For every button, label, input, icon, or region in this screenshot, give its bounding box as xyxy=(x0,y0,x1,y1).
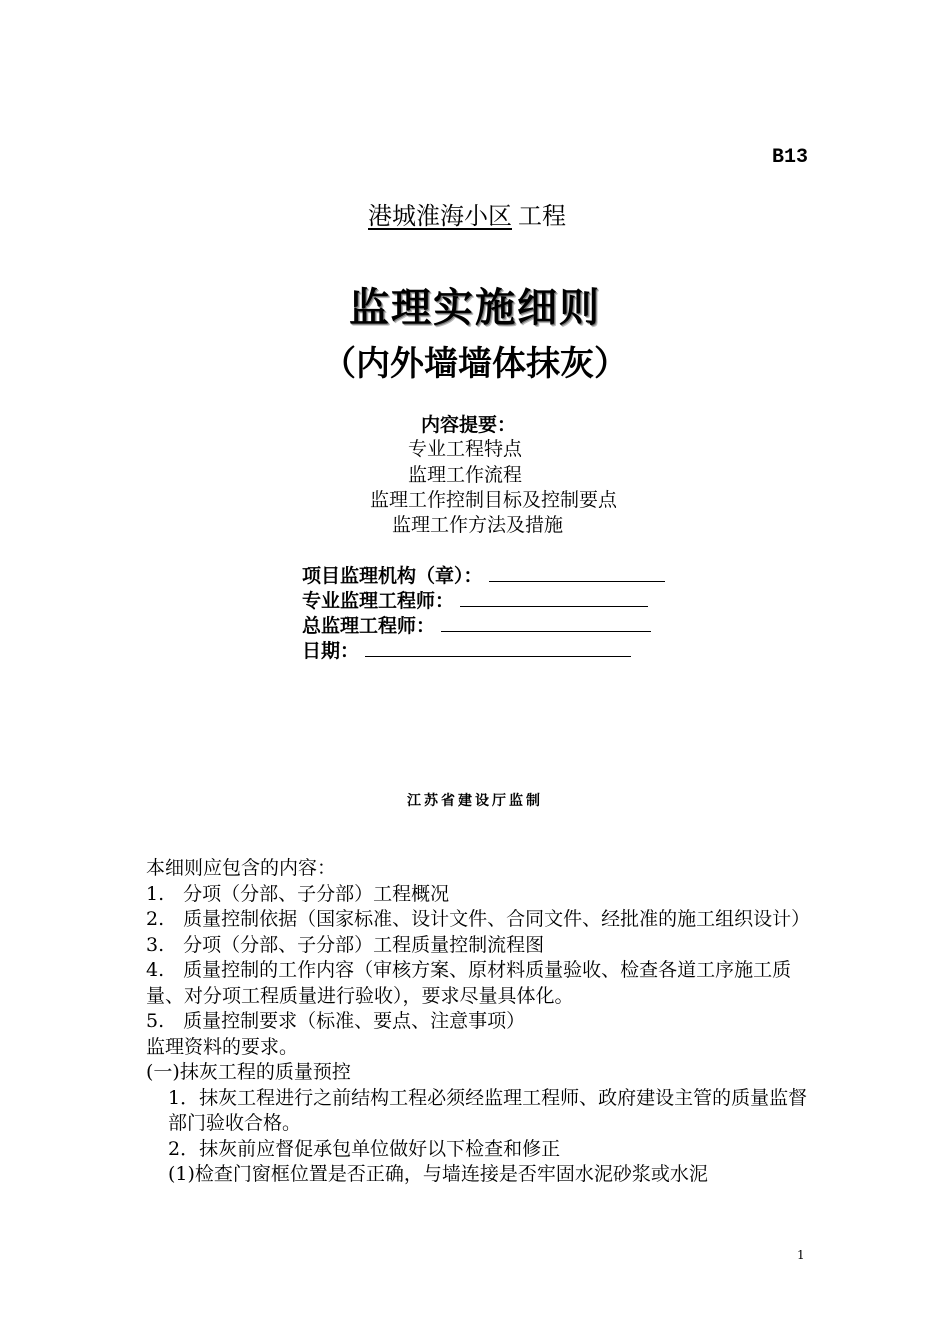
body-paragraph: 1. 分项（分部、子分部）工程概况 xyxy=(146,882,450,905)
summary-item: 专业工程特点 xyxy=(408,438,523,460)
project-suffix: 工程 xyxy=(518,202,566,230)
document-title: 监理实施细则 xyxy=(349,285,601,331)
body-paragraph: 1．抹灰工程进行之前结构工程必须经监理工程师、政府建设主管的质量监督部门验收合格。 xyxy=(168,1086,808,1134)
signature-row-agency xyxy=(302,561,665,588)
signature-label: 日期： xyxy=(302,640,360,662)
signature-label: 专业监理工程师： xyxy=(302,590,455,612)
signature-blank xyxy=(365,638,631,657)
summary-item: 监理工作方法及措施 xyxy=(392,514,564,536)
body-paragraph: (1)检查门窗框位置是否正确，与墙连接是否牢固水泥砂浆或水泥 xyxy=(168,1163,708,1185)
summary-item: 监理工作流程 xyxy=(408,464,523,486)
body-paragraph: 监理资料的要求。 xyxy=(146,1035,299,1058)
signature-row-specialist xyxy=(302,586,648,613)
document-code: B13 xyxy=(772,146,809,169)
issuer-label: 江苏省建设厅监制 xyxy=(407,793,543,809)
body-paragraph: 2. 质量控制依据（国家标准、设计文件、合同文件、经批准的施工组织设计） xyxy=(146,908,811,930)
summary-item: 监理工作控制目标及控制要点 xyxy=(370,489,618,511)
signature-label: 总监理工程师： xyxy=(302,615,436,637)
signature-label: 项目监理机构（章）： xyxy=(302,565,483,587)
signature-row-date xyxy=(302,636,631,663)
signature-row-chief xyxy=(302,611,651,638)
summary-label: 内容提要： xyxy=(421,414,517,436)
section-heading: (一)抹灰工程的质量预控 xyxy=(146,1061,351,1083)
signature-blank xyxy=(460,588,648,607)
page-number: 1 xyxy=(797,1248,805,1262)
document-subtitle: （内外墙墙体抹灰） xyxy=(322,344,628,384)
project-name: 港城淮海小区 xyxy=(368,202,512,230)
body-paragraph: 5. 质量控制要求（标准、要点、注意事项） xyxy=(146,1010,526,1032)
project-title-line xyxy=(340,196,566,231)
signature-blank xyxy=(441,613,651,632)
body-paragraph: 3. 分项（分部、子分部）工程质量控制流程图 xyxy=(146,933,545,956)
body-text xyxy=(146,856,810,1188)
body-paragraph: 2．抹灰前应督促承包单位做好以下检查和修正 xyxy=(168,1137,561,1160)
signature-blank xyxy=(489,563,665,582)
body-paragraph: 4. 质量控制的工作内容（审核方案、原材料质量验收、检查各道工序施工质量、对分项工程质量进行验收），要求尽量具体化。 xyxy=(146,959,792,1007)
body-paragraph: 本细则应包含的内容： xyxy=(146,857,337,879)
